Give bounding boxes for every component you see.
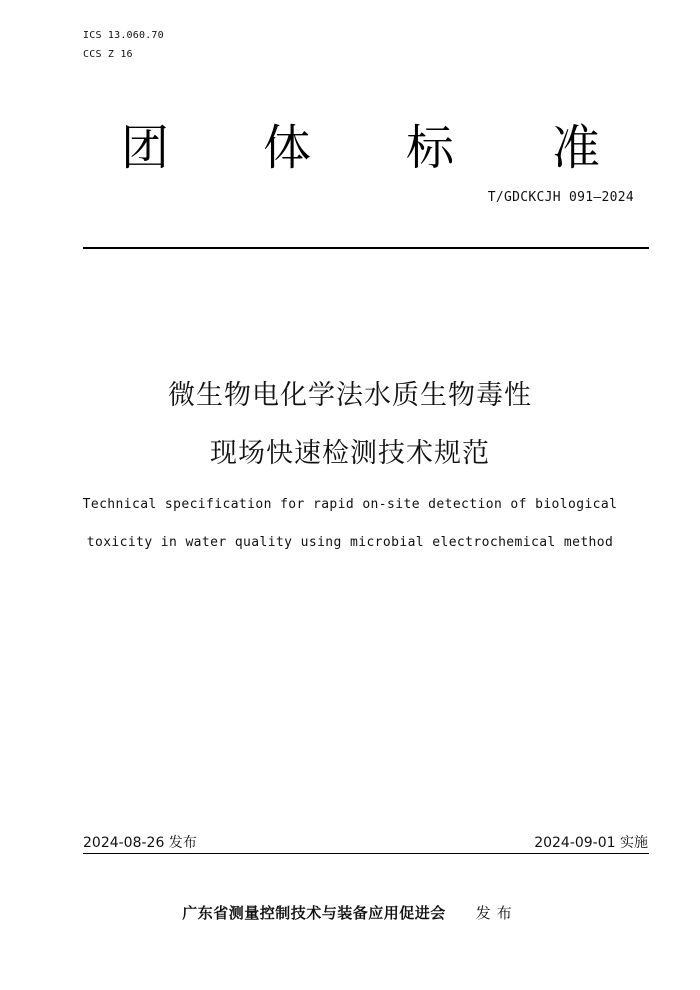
title-english-line-2: toxicity in water quality using microbial electrochemical method [86, 535, 614, 550]
publisher-line [0, 903, 700, 923]
publisher-action: 发布 [475, 904, 518, 922]
standard-type-char-3: 标 [406, 120, 455, 176]
standard-type-char-2: 体 [263, 120, 312, 176]
standard-type-char-4: 准 [552, 120, 601, 176]
ccs-code: CCS Z 16 [83, 49, 133, 60]
footer-divider [83, 853, 649, 854]
header-divider [83, 247, 649, 249]
issue-date: 2024-08-26 发布 [83, 835, 197, 851]
document-number: T/GDCKCJH 091—2024 [487, 190, 634, 205]
title-chinese-line-1: 微生物电化学法水质生物毒性 [168, 380, 532, 411]
standard-type-char-1: 团 [121, 120, 170, 176]
publisher-name: 广东省测量控制技术与装备应用促进会 [182, 904, 446, 922]
title-chinese-line-2: 现场快速检测技术规范 [210, 438, 490, 469]
title-english-line-1: Technical specification for rapid on-site detection of biological [82, 497, 618, 512]
ics-code: ICS 13.060.70 [83, 30, 164, 41]
implementation-date: 2024-09-01 实施 [534, 835, 648, 851]
